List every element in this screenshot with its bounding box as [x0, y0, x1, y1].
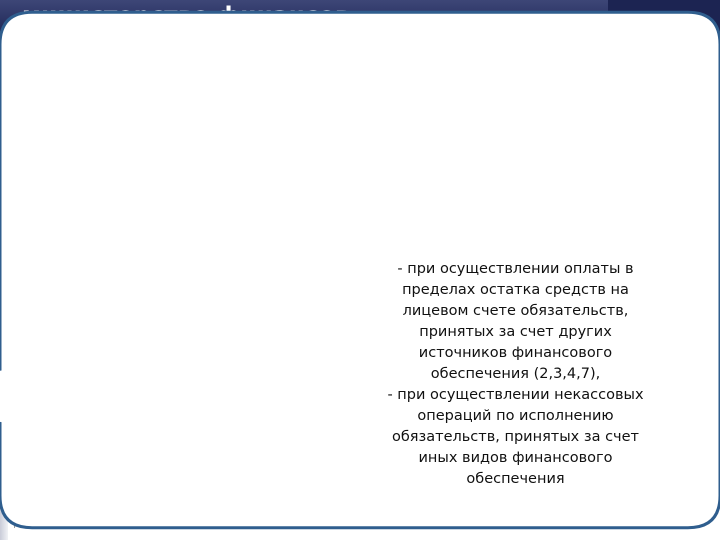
callout-line: обеспечения — [466, 471, 565, 487]
callout-line: принятых за счет других — [419, 324, 612, 340]
callout-line: - при осуществлении некассовых — [387, 387, 644, 403]
callout-line: обеспечения (2,3,4,7), — [430, 366, 601, 382]
callout-line: пределах остатка средств на — [402, 282, 629, 298]
callout-line: иных видов финансового — [418, 450, 613, 466]
callout-text — [348, 259, 683, 490]
callout-line: операций по исполнению — [417, 408, 614, 424]
callout-line: - при осуществлении оплаты в — [397, 261, 634, 277]
callout-line: лицевом счете обязательств, — [402, 303, 629, 319]
callout-line: обязательств, принятых за счет — [391, 429, 639, 445]
callout-line: источников финансового — [418, 345, 613, 361]
